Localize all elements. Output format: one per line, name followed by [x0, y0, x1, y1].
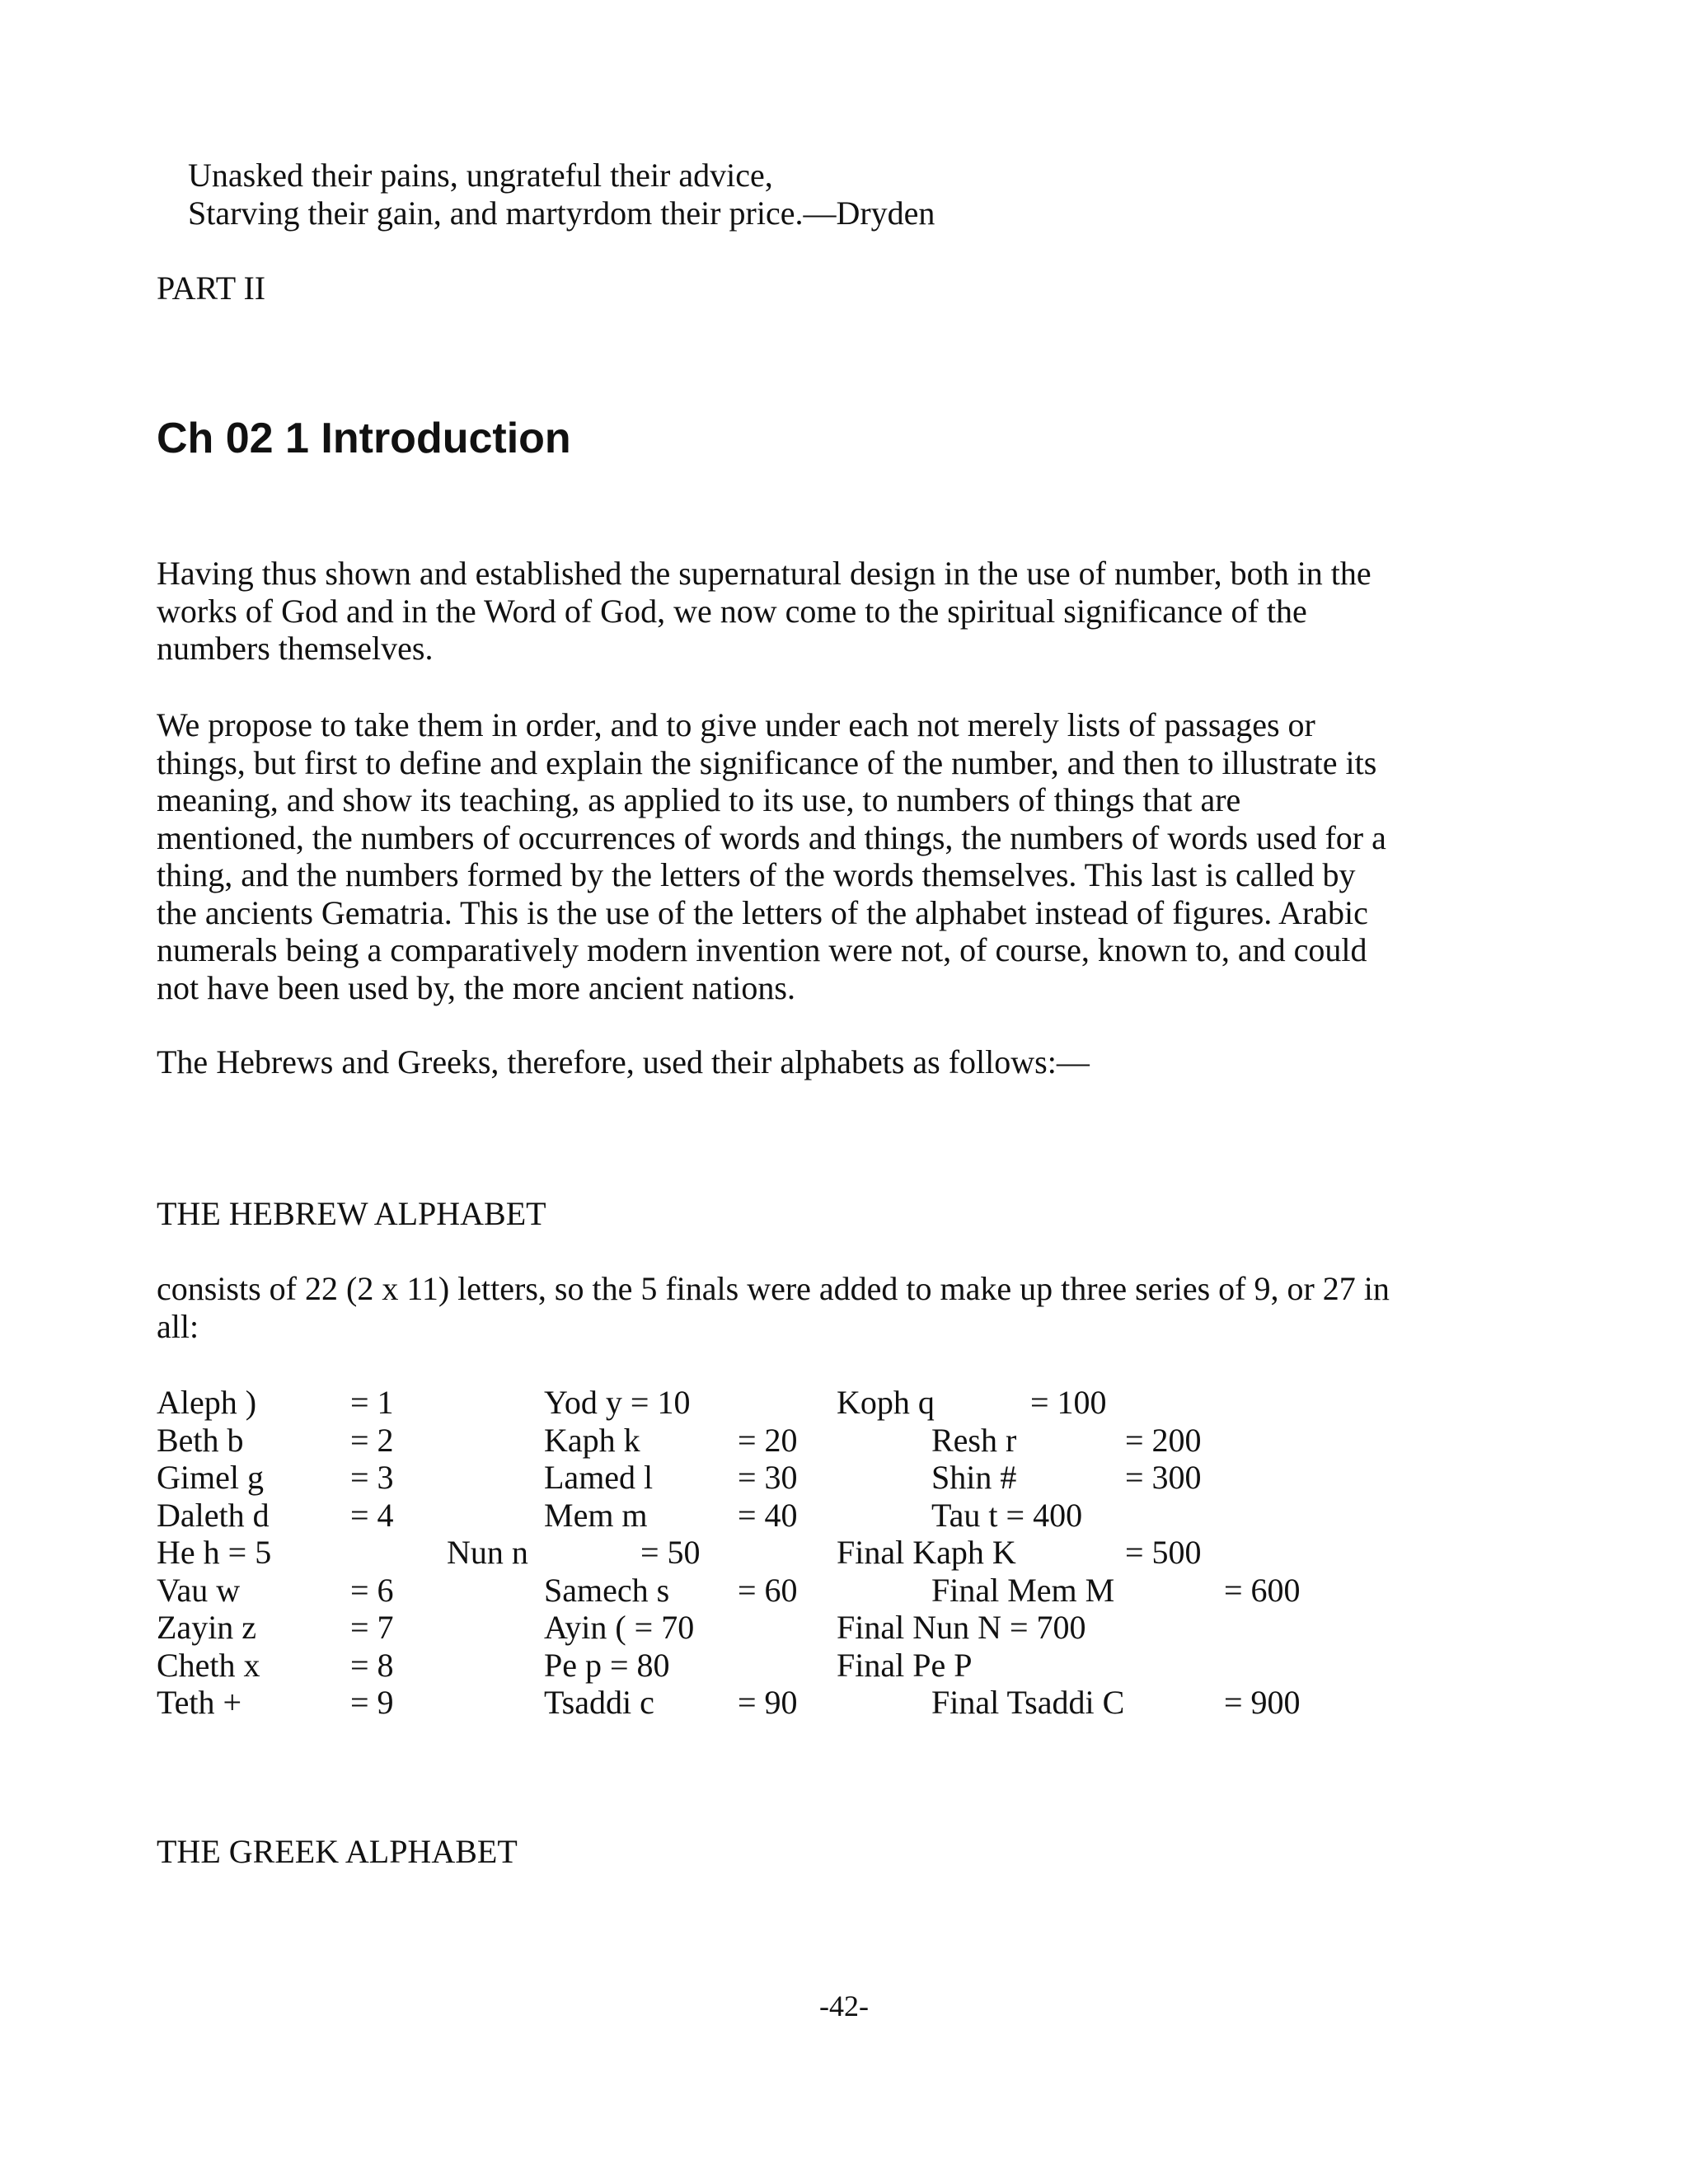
paragraph-line: works of God and in the Word of God, we now come to the spiritual significance of the: [157, 592, 1307, 630]
hebrew-table-cell: Mem m: [544, 1496, 648, 1534]
paragraph-line: numbers themselves.: [157, 630, 434, 667]
hebrew-table-cell: Teth +: [157, 1684, 242, 1721]
hebrew-table-cell: Cheth x: [157, 1646, 260, 1684]
hebrew-alphabet-intro: [157, 1270, 1541, 1345]
hebrew-table-cell: = 300: [1125, 1459, 1202, 1496]
hebrew-table-cell: Koph q: [837, 1384, 935, 1421]
paragraph-line: We propose to take them in order, and to give under each not merely lists of passages or: [157, 706, 1315, 743]
hebrew-table-cell: Kaph k: [544, 1421, 640, 1459]
hebrew-table-cell: Lamed l: [544, 1459, 654, 1496]
epigraph: [188, 157, 935, 232]
hebrew-table-cell: Ayin ( = 70: [544, 1609, 695, 1646]
hebrew-table-cell: = 7: [350, 1609, 394, 1646]
hebrew-table-cell: Tsaddi c: [544, 1684, 654, 1721]
paragraph-line: all:: [157, 1307, 199, 1345]
hebrew-table-cell: = 90: [738, 1684, 798, 1721]
hebrew-table-cell: = 200: [1125, 1421, 1202, 1459]
hebrew-table-cell: Zayin z: [157, 1609, 257, 1646]
hebrew-table-cell: Final Tsaddi C: [931, 1684, 1125, 1721]
paragraph-line: The Hebrews and Greeks, therefore, used their alphabets as follows:—: [157, 1043, 1090, 1080]
paragraph-line: consists of 22 (2 x 11) letters, so the 5 finals were added to make up three series of 9, or 27 in: [157, 1270, 1390, 1307]
hebrew-alphabet-heading: THE HEBREW ALPHABET: [157, 1195, 546, 1232]
paragraph: [157, 555, 1541, 668]
hebrew-table-cell: Tau t = 400: [931, 1496, 1083, 1534]
hebrew-alphabet-table: [157, 1384, 1393, 1722]
paragraph-line: things, but first to define and explain the significance of the number, and then to illustrate its: [157, 743, 1377, 781]
hebrew-table-cell: = 900: [1224, 1684, 1301, 1721]
hebrew-table-cell: = 9: [350, 1684, 394, 1721]
hebrew-table-cell: Gimel g: [157, 1459, 264, 1496]
hebrew-table-cell: = 100: [1030, 1384, 1107, 1421]
hebrew-table-cell: = 8: [350, 1646, 394, 1684]
hebrew-table-cell: Daleth d: [157, 1496, 270, 1534]
paragraph: [157, 1043, 1541, 1081]
hebrew-table-cell: Vau w: [157, 1571, 241, 1609]
paragraph-line: Having thus shown and established the supernatural design in the use of number, both in the: [157, 555, 1372, 592]
epigraph-line: Unasked their pains, ungrateful their advice,: [188, 157, 773, 194]
hebrew-table-cell: He h = 5: [157, 1534, 272, 1571]
chapter-title: Ch 02 1 Introduction: [157, 415, 571, 462]
hebrew-table-cell: Pe p = 80: [544, 1646, 670, 1684]
hebrew-table-cell: Nun n: [447, 1534, 528, 1571]
hebrew-table-cell: = 60: [738, 1571, 798, 1609]
hebrew-table-cell: = 20: [738, 1421, 798, 1459]
hebrew-table-cell: Final Mem M: [931, 1571, 1115, 1609]
hebrew-table-cell: = 40: [738, 1496, 798, 1534]
paragraph-line: meaning, and show its teaching, as applied to its use, to numbers of things that are: [157, 781, 1241, 818]
paragraph-line: mentioned, the numbers of occurrences of words and things, the numbers of words used for a: [157, 818, 1386, 856]
epigraph-line: Starving their gain, and martyrdom their price.—Dryden: [188, 194, 935, 232]
paragraph: [157, 706, 1541, 1006]
paragraph-line: thing, and the numbers formed by the letters of the words themselves. This last is called by: [157, 856, 1356, 893]
paragraph-line: not have been used by, the more ancient nations.: [157, 968, 795, 1006]
hebrew-table-cell: = 2: [350, 1421, 394, 1459]
hebrew-table-cell: = 600: [1224, 1571, 1301, 1609]
hebrew-table-cell: = 1: [350, 1384, 394, 1421]
hebrew-table-cell: = 6: [350, 1571, 394, 1609]
hebrew-table-cell: Beth b: [157, 1421, 244, 1459]
page-number: -42-: [819, 1990, 869, 2022]
hebrew-table-cell: Resh r: [931, 1421, 1017, 1459]
hebrew-table-cell: Shin #: [931, 1459, 1017, 1496]
hebrew-table-cell: Final Pe P: [837, 1646, 973, 1684]
hebrew-table-cell: = 30: [738, 1459, 798, 1496]
hebrew-table-cell: = 500: [1125, 1534, 1202, 1571]
paragraph-line: the ancients Gematria. This is the use of the letters of the alphabet instead of figures. Arabic: [157, 893, 1368, 931]
hebrew-table-cell: = 50: [640, 1534, 701, 1571]
paragraph-line: numerals being a comparatively modern invention were not, of course, known to, and could: [157, 931, 1367, 968]
hebrew-table-cell: Samech s: [544, 1571, 670, 1609]
hebrew-table-cell: Final Nun N = 700: [837, 1609, 1086, 1646]
greek-alphabet-heading: THE GREEK ALPHABET: [157, 1833, 518, 1870]
hebrew-table-cell: Aleph ): [157, 1384, 257, 1421]
hebrew-table-cell: = 4: [350, 1496, 394, 1534]
hebrew-table-cell: = 3: [350, 1459, 394, 1496]
hebrew-table-cell: Final Kaph K: [837, 1534, 1016, 1571]
hebrew-table-cell: Yod y = 10: [544, 1384, 691, 1421]
part-label: PART II: [157, 269, 266, 307]
